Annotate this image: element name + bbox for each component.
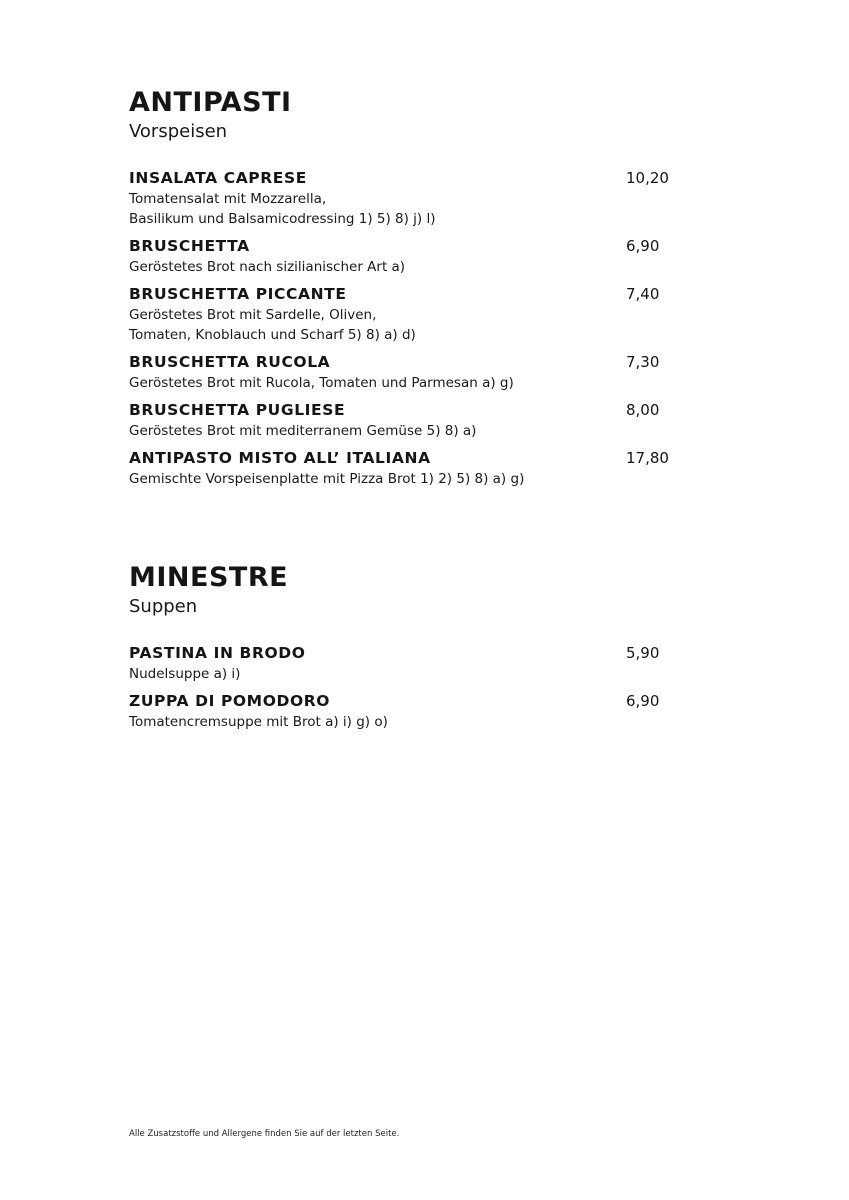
item-price: 8,00 [626, 401, 660, 419]
menu-item [129, 691, 689, 732]
item-name: INSALATA CAPRESE [129, 169, 307, 187]
item-description: Tomatencremsuppe mit Brot a) i) g) o) [129, 714, 388, 730]
item-name: ANTIPASTO MISTO ALL’ ITALIANA [129, 449, 431, 467]
section-minestre [129, 563, 689, 739]
item-price: 7,30 [626, 353, 660, 371]
item-price: 6,90 [626, 692, 660, 710]
menu-item [129, 284, 689, 345]
menu-item [129, 400, 689, 441]
menu-item [129, 236, 689, 277]
section-antipasti [129, 88, 689, 496]
item-description: Geröstetes Brot nach sizilianischer Art a) [129, 259, 406, 275]
menu-item [129, 168, 689, 229]
item-name: BRUSCHETTA PUGLIESE [129, 401, 346, 419]
item-description: Gemischte Vorspeisenplatte mit Pizza Brot 1) 2) 5) 8) a) g) [129, 471, 525, 487]
section-title: ANTIPASTI [129, 87, 292, 118]
menu-item [129, 643, 689, 684]
item-price: 5,90 [626, 644, 660, 662]
section-title: MINESTRE [129, 562, 289, 593]
section-subtitle: Vorspeisen [129, 121, 228, 142]
item-name: ZUPPA DI POMODORO [129, 692, 331, 710]
item-name: BRUSCHETTA RUCOLA [129, 353, 331, 371]
item-name: PASTINA IN BRODO [129, 644, 306, 662]
menu-item [129, 352, 689, 393]
section-subtitle: Suppen [129, 596, 198, 617]
menu-item-list [129, 168, 689, 489]
item-price: 7,40 [626, 285, 660, 303]
item-description: Geröstetes Brot mit Rucola, Tomaten und Parmesan a) g) [129, 375, 514, 391]
item-name: BRUSCHETTA [129, 237, 250, 255]
allergen-footnote: Alle Zusatzstoffe und Allergene finden Sie auf der letzten Seite. [129, 1129, 400, 1139]
menu-item-list [129, 643, 689, 732]
item-description: Geröstetes Brot mit Sardelle, Oliven, Tomaten, Knoblauch und Scharf 5) 8) a) d) [129, 307, 416, 343]
menu-item [129, 448, 689, 489]
item-price: 6,90 [626, 237, 660, 255]
item-description: Nudelsuppe a) i) [129, 666, 241, 682]
item-price: 10,20 [626, 169, 669, 187]
item-description: Tomatensalat mit Mozzarella, Basilikum und Balsamicodressing 1) 5) 8) j) l) [129, 191, 436, 227]
item-price: 17,80 [626, 449, 669, 467]
item-name: BRUSCHETTA PICCANTE [129, 285, 347, 303]
item-description: Geröstetes Brot mit mediterranem Gemüse 5) 8) a) [129, 423, 477, 439]
